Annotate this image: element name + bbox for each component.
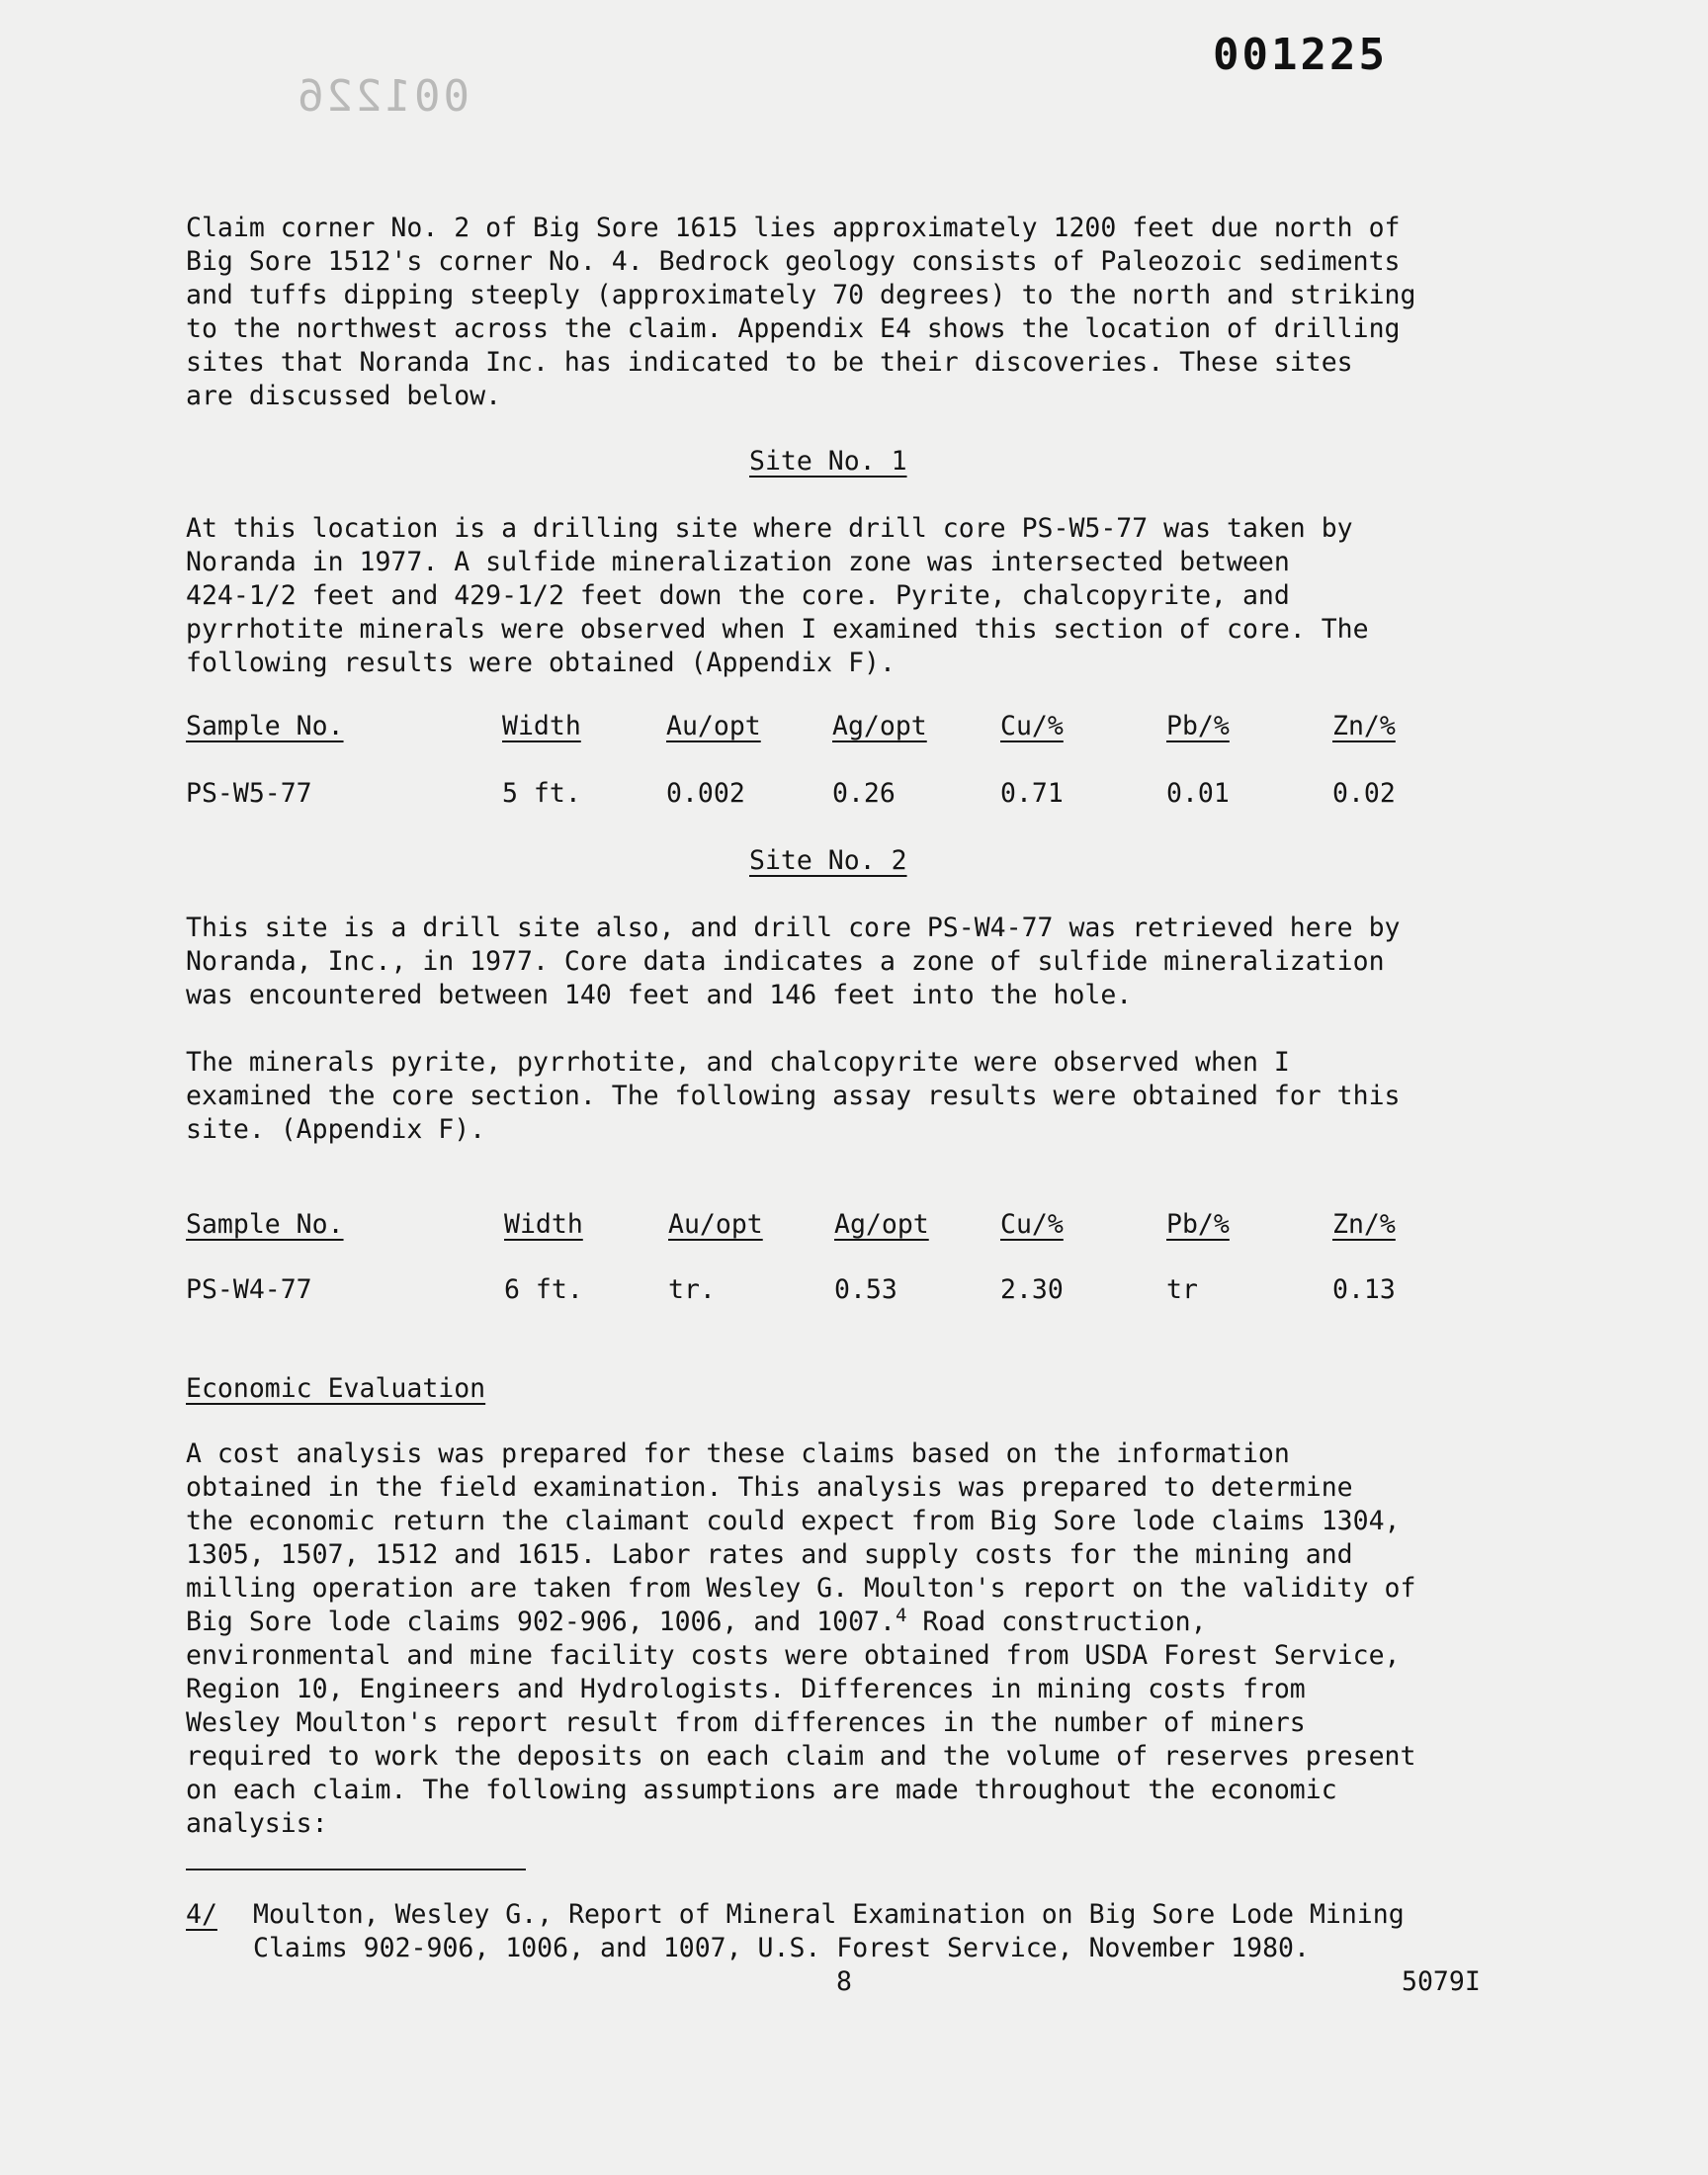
cell-pb: tr <box>1166 1274 1198 1305</box>
site-2-paragraph-2: The minerals pyrite, pyrrhotite, and chalcopyrite were observed when I examined the core section. The following assay results were obtained for this site. (Appendix F). <box>186 1047 1401 1145</box>
col-au: Au/opt <box>668 1209 763 1240</box>
document-number: 001225 <box>1213 30 1388 80</box>
economic-evaluation-heading: Economic Evaluation <box>186 1373 486 1404</box>
economic-paragraph-part-b: Road construction, environmental and mine facility costs were obtained from USDA Forest Service, Region 10, Engineers and Hydrologists. Differences in mining costs from Wesley Moulton's report result from differences in the number of miners required to work the deposits on each claim and the volume of reserves present on each claim. The following assumptions are made throughout the economic analysis: <box>186 1607 1416 1839</box>
col-sample-no: Sample No. <box>186 711 344 741</box>
site-2-table-header <box>186 1208 1471 1242</box>
col-width: Width <box>504 1209 583 1240</box>
site-1-table-row <box>186 777 1471 811</box>
bleed-through-number: 001226 <box>295 71 470 122</box>
col-zn: Zn/% <box>1332 1209 1396 1240</box>
cell-width: 5 ft. <box>502 778 581 809</box>
col-ag: Ag/opt <box>832 711 927 741</box>
cell-cu: 0.71 <box>1000 778 1064 809</box>
intro-paragraph: Claim corner No. 2 of Big Sore 1615 lies approximately 1200 feet due north of Big Sore 1512's corner No. 4. Bedrock geology consists of Paleozoic sediments and tuffs dipping steeply (approximately 70 degrees) to the north and striking to the northwest across the claim. Appendix E4 shows the location of drilling sites that Noranda Inc. has indicated to be their discoveries. These sites are discussed below. <box>186 213 1416 411</box>
cell-au: 0.002 <box>666 778 745 809</box>
site-2-heading: Site No. 2 <box>749 845 907 876</box>
footnote-reference: 4 <box>895 1605 907 1626</box>
col-cu: Cu/% <box>1000 711 1064 741</box>
document-code: 5079I <box>1402 1966 1481 1997</box>
cell-cu: 2.30 <box>1000 1274 1064 1305</box>
economic-paragraph <box>186 1437 1550 1841</box>
cell-au: tr. <box>668 1274 716 1305</box>
col-cu: Cu/% <box>1000 1209 1064 1240</box>
footnote-mark: 4/ <box>186 1899 217 1930</box>
cell-ag: 0.53 <box>834 1274 897 1305</box>
cell-sample: PS-W5-77 <box>186 778 312 809</box>
cell-ag: 0.26 <box>832 778 896 809</box>
col-width: Width <box>502 711 581 741</box>
page-number: 8 <box>836 1966 852 1997</box>
cell-width: 6 ft. <box>504 1274 583 1305</box>
cell-pb: 0.01 <box>1166 778 1230 809</box>
cell-sample: PS-W4-77 <box>186 1274 312 1305</box>
footnote-text: Moulton, Wesley G., Report of Mineral Examination on Big Sore Lode Mining Claims 902-906, 1006, and 1007, U.S. Forest Service, November 1980. <box>253 1899 1405 1963</box>
cell-zn: 0.13 <box>1332 1274 1396 1305</box>
col-zn: Zn/% <box>1332 711 1396 741</box>
col-pb: Pb/% <box>1166 711 1230 741</box>
site-1-paragraph: At this location is a drilling site where drill core PS-W5-77 was taken by Noranda in 1977. A sulfide mineralization zone was intersected between 424-1/2 feet and 429-1/2 feet down the core. Pyrite, chalcopyrite, and pyrrhotite minerals were observed when I examined this section of core. The following results were obtained (Appendix F). <box>186 513 1369 678</box>
col-au: Au/opt <box>666 711 761 741</box>
footnote-rule <box>186 1869 526 1870</box>
col-sample-no: Sample No. <box>186 1209 344 1240</box>
site-1-table-header <box>186 710 1471 743</box>
cell-zn: 0.02 <box>1332 778 1396 809</box>
col-ag: Ag/opt <box>834 1209 929 1240</box>
col-pb: Pb/% <box>1166 1209 1230 1240</box>
site-2-table-row <box>186 1273 1471 1307</box>
site-2-paragraph-1: This site is a drill site also, and drill core PS-W4-77 was retrieved here by Noranda, Inc., in 1977. Core data indicates a zone of sulfide mineralization was encountered between 140 feet and 146 feet into the hole. <box>186 913 1401 1010</box>
economic-paragraph-part-a: A cost analysis was prepared for these claims based on the information obtained in the field examination. This analysis was prepared to determine the economic return the claimant could expect from Big Sore lode claims 1304, 1305, 1507, 1512 and 1615. Labor rates and supply costs for the mining and milling operation are taken from Wesley G. Moulton's report on the validity of Big Sore lode claims 902-906, 1006, and 1007. <box>186 1438 1416 1637</box>
site-1-heading: Site No. 1 <box>749 446 907 477</box>
